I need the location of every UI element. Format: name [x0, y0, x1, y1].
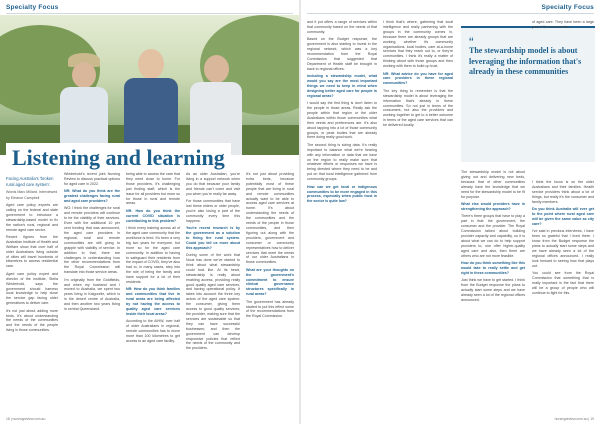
photo-person-right [190, 51, 242, 155]
interview-question: How do you think something like this would take to really settle and get right in these communities? [461, 260, 525, 275]
paragraph: WG: I think the challenges for rural and remote providers will continue to be the viability of their services. Even with the additional 10 per cent funding that was announced, the aged care providers in regional, rural and remote communities are still going to grapple with viability of service. In addition to that, there are challenges in understanding how the other recommendations from the Royal Commission will translate into those service areas. [64, 206, 120, 275]
paragraph: and it put offers a range of services within that community based on the needs of that community. [307, 20, 377, 34]
interview-question: NR: How do you think families and communities that live in rural areas are being affected by not having the access to quality aged care services inside their local areas? [126, 287, 180, 316]
paragraph: I'm originally from the Goldfields, and when my husband and I moved to Australia, we spent two years living in Kalgoorlie, which is in the desert centre of Australia, and then another two years living in central Queensland. [64, 277, 120, 312]
paragraph: You could see from the Royal Commission that something that is really important is the fact that there will be a group of people who will continue to fight for this. [532, 270, 594, 295]
body-column-3 [126, 172, 180, 413]
paragraph: Recent figures from the Australian Institute of Health and Welfare show that over half of older Australians living outside of cities will travel hundreds of kilometres to access residential care. [6, 234, 58, 269]
paragraph: Based on the Budget response, the government is also starting to invest in the regional network, which was a key recommendation from the Royal Commission that suggested that Department of Health staff be brought in back to regional offices. [307, 37, 377, 71]
paragraph: For those communities that have lost these elders or older people, you're also losing a part of the community every time this happens. [186, 199, 240, 223]
interview-question: What else would providers have in strengthening the approach? [461, 201, 525, 211]
paragraph: Just think we have to get started. I think from the Budget response the plans to actually start some steps and we have already seen a lot of the regional offices announced. [461, 278, 525, 302]
paragraph: The second thing is sizing data. It's really important to balance what we're hearing with any information or data that we have on the region to really make sure that whatever efforts or responses we have is being directed where they need to be and put on that local intelligence gathered from community groups. [307, 142, 377, 182]
paragraph: It's not just about adding more beds. It's about understanding the needs of the communities and the needs of the people living in those communities. [6, 308, 58, 333]
article-headline: Listening and learning [6, 143, 231, 173]
section-tag-right: Specialty Focus [541, 4, 594, 11]
paragraph: According to the AIHW, over half of older Australians in regional, remote communities has to move more than 100 kilometres to get access to an aged care facility. [126, 319, 180, 343]
paragraph: I would say the first thing is don't listen to the people in those areas. Really ask the people within that region or the older Australians within those communities what their needs and preferences are. It's also about tapping into a lot of those community groups, or peak bodies that are already there doing really good work. [307, 101, 377, 140]
body-column-5 [246, 172, 294, 413]
paragraph: Aged care policy expert and director of the Institute, Stella Wiederhold, says the government should harness local knowledge to help close the service gap facing older generations to deliver care. [6, 271, 58, 306]
body-column-2 [64, 172, 120, 413]
photo-person-left [58, 53, 108, 155]
paragraph: I think every training across all of the aged care community that the workforce is tired. It's been a very big two years for everyone, but more so for the aged care community. In addition to having to safeguard their residents from the impact of COVID, they've also had to, in many cases, step into the role of being the family and have support for a lot of their residents. [126, 226, 180, 285]
interview-question: What are your thoughts on the government's commitment to ensure clinical governance structures specifically in rural areas? [246, 267, 294, 297]
article-byline: Words Marc Millard. Interviewed by Eleanor Campbell [6, 190, 58, 200]
paragraph: Aged care policy experts are calling on the federal and state government to introduce a stewardship-based model to fix the nation's rural, regional and remote aged care sector. [6, 203, 58, 232]
article-standfirst [6, 176, 58, 201]
paragraph: As an older Australian, you're living in a support network when you do that because your family and friends can't come and visit you when you're really far away. [186, 172, 240, 196]
body-column-6 [307, 20, 377, 413]
interview-question: How can we get local or indigenous communities to be more engaged in this process, especially when public trust in the sector is quite low? [307, 184, 377, 204]
paragraph: There's three groups that have to play a part in that: the government, the consumer and the provider. The Royal Commission talked about building provider capacity and capability, so it is about what we can do to help support providers to, one offer higher-quality aged care and also, then there are others who are not more feasible. [461, 214, 525, 258]
interview-question: You're recent research is by the government as a solution to fixing the rural system. Could you tell us more about this approach? [186, 226, 240, 250]
body-column-8 [532, 180, 594, 413]
photo-person-centre [122, 45, 178, 155]
paragraph: being able to access the care that they need close to home. For those providers, it's challenging just finding staff, which is the issue for all providers but more so for those in rural and remote areas. [126, 172, 180, 206]
paragraph: The key thing to remember is that the stewardship model is about leveraging the information that's already in these communities. So not just in terms of the consumers, but also the providers and working together to get to a better outcome in terms of the aged care services that can be delivered locally. [383, 88, 453, 128]
interview-question: NR: How do you think the current COVID situation is contributing to this problem? [126, 208, 180, 223]
body-column-8-top [532, 20, 594, 64]
paragraph: I think the focus is on the older Australians and their families. Health service providers think about a lot of things, but really it's the consumer and family members. [532, 180, 594, 204]
section-tag-left: Specialty Focus [6, 4, 59, 11]
interview-question: NR: What do you think are the greatest challenges facing rural and aged care providers? [64, 189, 120, 204]
header-rule-left [6, 13, 293, 14]
paragraph: The stewardship model is not about giving out and delivering new beds, because that of other communities already have the knowledge that we need for the stewardship model to be fit for purpose. [461, 170, 525, 199]
paragraph: of aged care. They have been a large part of the conversation. [532, 20, 594, 29]
paragraph: Wiederhold's recent joint Nursing Review to discuss practical options for aged care in 2022. [64, 172, 120, 186]
body-column-9 [461, 170, 525, 413]
interview-question: Including a stewardship model, what would you say are the most important things we need to keep in mind when designing better aged care for people in regional areas? [307, 74, 377, 98]
header-rule-right [307, 13, 594, 14]
body-column-1 [6, 203, 58, 413]
pull-quote-text: The stewardship model is about leveraging the information that's already in these communities [469, 46, 582, 76]
interview-question: NR: What advice do you have for aged care providers in these regional communities? [383, 71, 453, 86]
feature-photo [0, 15, 299, 155]
paragraph: I've said in previous interviews, I have been so grateful that I lived there. I know from the Budget response the plans to actually start some steps and we have already seen a lot of the regional offices announced. I really look forward to seeing how that plays out. [532, 229, 594, 268]
page-footer-right: nursingreview.com.au | 19 [554, 417, 594, 421]
paragraph: During some of the work that Nous has done we've started to think about what stewardship could look like. At its heart, stewardship is really about enabling access, providing really good quality aged care services, and having operational policy. It takes into account the three key actors of the aged care system: the consumer, giving them access to good quality services; the provider, making sure that the services are sustainable so that they can have successful businesses; and then the government can develop responsive policies that reflect the needs of the community and the providers. [186, 253, 240, 351]
page-footer-left: 18 | nursingreview.com.au [6, 417, 46, 421]
interview-question: Do you think Australia will ever get to the point where rural aged care will be given the same value as city care? [532, 207, 594, 226]
body-column-7 [383, 20, 453, 413]
quote-mark-icon: “ [469, 34, 474, 50]
standfirst-text: Facing Australia's 'broken rural aged care system'. [6, 176, 54, 187]
paragraph: It's not just about providing extra beds, because potentially most of these people that are living in rural and remote communities actually want to be able to access aged care services at home. It's about understanding the needs of the communities and the needs of the people in those communities, and then figuring out along with the providers, government and consumer or community representatives how to deliver services that meet the needs of our older Australians in those communities. [246, 172, 294, 265]
page-gutter [299, 0, 301, 424]
paragraph: The government has already started to put this effect some of the recommendations from the Royal Commission. [246, 299, 294, 319]
body-column-4 [186, 172, 240, 413]
paragraph: I think that's where, gathering that local intelligence and really partnering with the groups in the community comes in, because there are already groups that are working, whether it's community organisations, local bodies, care at-a-home services that they reach out to, or they're communities. I think it's really a matter of thinking about with those groups and then working with them to build up trust. [383, 20, 453, 69]
